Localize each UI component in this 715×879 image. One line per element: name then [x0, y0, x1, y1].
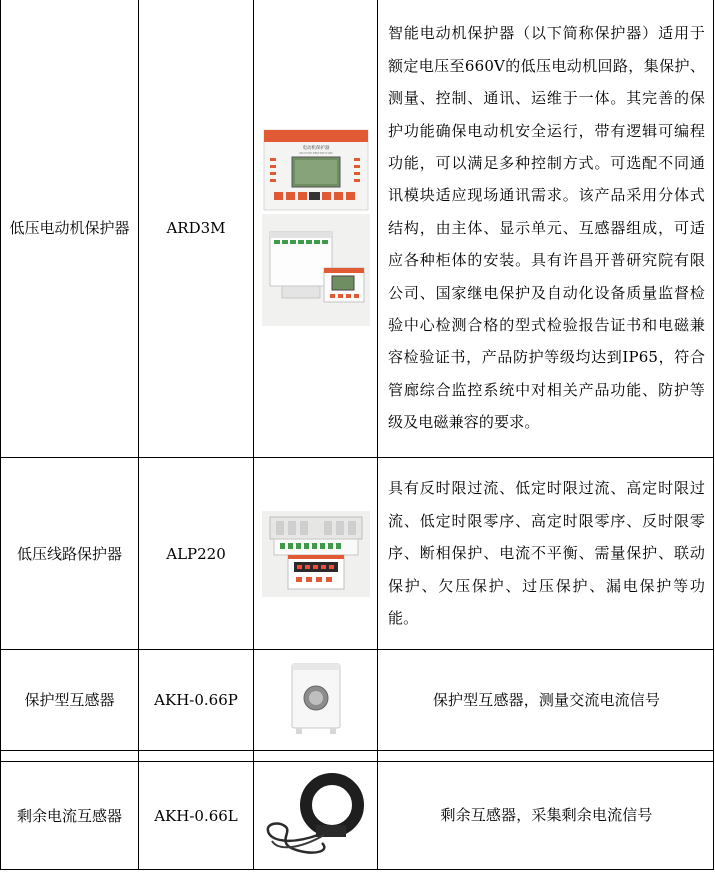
product-name: 低压线路保护器 — [1, 458, 139, 650]
residual-current-transformer-photo-svg — [260, 771, 372, 861]
table-row — [1, 762, 714, 870]
product-model: ARD3M — [139, 0, 254, 458]
current-transformer-photo-svg — [286, 660, 346, 740]
product-description: 保护型互感器，测量交流电流信号 — [378, 650, 714, 751]
product-description: 剩余互感器，采集剩余电流信号 — [378, 762, 714, 870]
table-row — [1, 458, 714, 650]
current-transformer-photo — [254, 650, 378, 751]
line-protector-photo-svg — [262, 511, 370, 597]
product-model: ALP220 — [139, 458, 254, 650]
motor-protector-photo — [254, 0, 378, 458]
panel-title: 电动机保护器 — [302, 146, 329, 151]
product-name: 剩余电流互感器 — [1, 762, 139, 870]
product-name: 保护型互感器 — [1, 650, 139, 751]
table-gap — [1, 751, 714, 762]
panel-subtitle: MOTOR PROTECTOR — [298, 151, 333, 155]
product-description: 智能电动机保护器（以下简称保护器）适用于额定电压至660V的低压电动机回路，集保护、测量、控制、通讯、运维于一体。其完善的保护功能确保电动机安全运行，带有逻辑可编程功能，可以满足多种控制方式。可选配不同通讯模块适应现场通讯需求。该产品采用分体式结构，由主体、显示单元、互感器组成，可适应各种柜体的安装。具有许昌开普研究院有限公司、国家继电保护及自动化设备质量监督检验中心检测合格的型式检验报告证书和电磁兼容检验证书，产品防护等级均达到IP65，符合管廊综合监控系统中对相关产品功能、防护等级及电磁兼容的要求。 — [378, 0, 714, 458]
product-model: AKH-0.66P — [139, 650, 254, 751]
product-model: AKH-0.66L — [139, 762, 254, 870]
table-row — [1, 650, 714, 751]
line-protector-photo — [254, 458, 378, 650]
product-description: 具有反时限过流、低定时限过流、高定时限过流、低定时限零序、高定时限零序、反时限零序、断相保护、电流不平衡、需量保护、联动保护、欠压保护、过压保护、漏电保护等功能。 — [378, 458, 714, 650]
residual-current-transformer-photo — [254, 762, 378, 870]
table-row — [1, 0, 714, 458]
product-name: 低压电动机保护器 — [1, 0, 139, 458]
motor-protector-photo-svg — [262, 128, 370, 328]
